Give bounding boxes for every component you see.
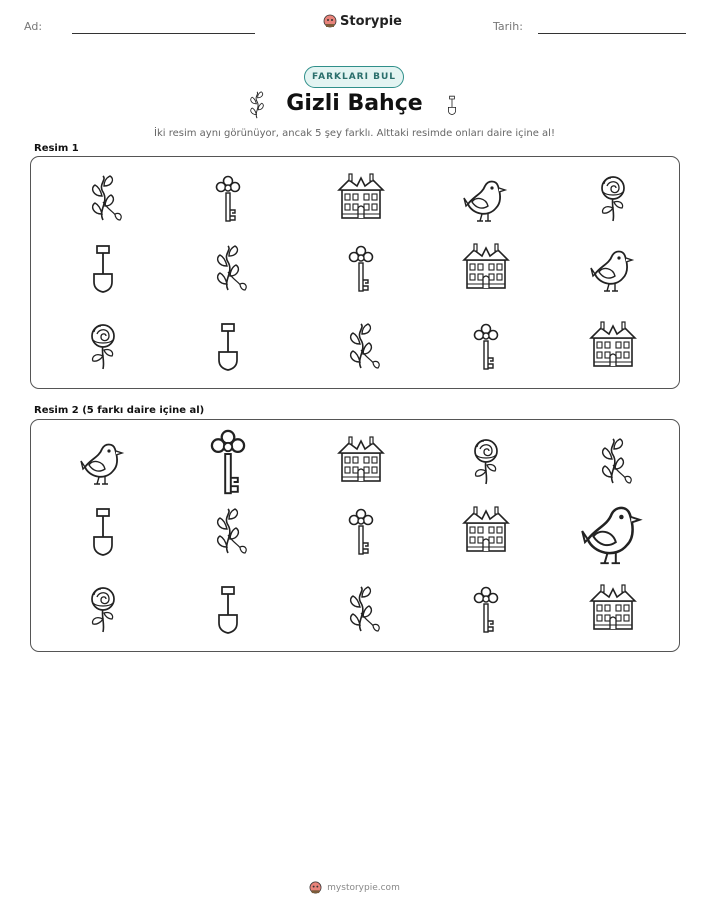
bird-icon bbox=[578, 496, 648, 566]
picture-item[interactable] bbox=[461, 584, 511, 634]
picture-item[interactable] bbox=[588, 321, 638, 371]
vine-icon bbox=[588, 436, 638, 486]
shovel-icon bbox=[78, 506, 128, 556]
picture-item[interactable] bbox=[203, 506, 253, 556]
house-icon bbox=[461, 243, 511, 293]
key-icon bbox=[193, 426, 263, 496]
footer bbox=[0, 880, 709, 895]
shovel-icon bbox=[203, 584, 253, 634]
picture-item[interactable] bbox=[461, 506, 511, 556]
house-icon bbox=[588, 584, 638, 634]
key-icon bbox=[461, 321, 511, 371]
shovel-icon bbox=[78, 243, 128, 293]
house-icon bbox=[461, 506, 511, 556]
brand-name: Storypie bbox=[340, 13, 402, 29]
picture-item[interactable] bbox=[78, 243, 128, 293]
key-icon bbox=[336, 506, 386, 556]
shovel-icon bbox=[203, 321, 253, 371]
name-label: Ad: bbox=[24, 20, 43, 33]
picture-item[interactable] bbox=[193, 426, 263, 496]
bird-icon bbox=[588, 243, 638, 293]
footer-url[interactable]: mystorypie.com bbox=[327, 882, 400, 893]
picture-item[interactable] bbox=[78, 173, 128, 223]
picture-item[interactable] bbox=[578, 496, 648, 566]
picture-item[interactable] bbox=[203, 173, 253, 223]
picture-item[interactable] bbox=[588, 436, 638, 486]
brand-logo bbox=[323, 13, 402, 29]
picture-item[interactable] bbox=[336, 243, 386, 293]
key-icon bbox=[336, 243, 386, 293]
picture-item[interactable] bbox=[78, 436, 128, 486]
name-field-line[interactable] bbox=[72, 33, 255, 34]
picture-item[interactable] bbox=[461, 173, 511, 223]
picture-item[interactable] bbox=[203, 243, 253, 293]
picture-item[interactable] bbox=[336, 506, 386, 556]
picture-item[interactable] bbox=[461, 243, 511, 293]
picture-item[interactable] bbox=[336, 436, 386, 486]
instructions: İki resim aynı görünüyor, ancak 5 şey farklı. Alttaki resimde onları daire içine al! bbox=[154, 128, 555, 139]
bird-icon bbox=[78, 436, 128, 486]
house-icon bbox=[588, 321, 638, 371]
picture-item[interactable] bbox=[461, 321, 511, 371]
key-icon bbox=[461, 584, 511, 634]
picture-2-panel bbox=[30, 419, 680, 652]
picture-item[interactable] bbox=[336, 321, 386, 371]
vine-icon bbox=[203, 243, 253, 293]
picture-item[interactable] bbox=[203, 321, 253, 371]
picture-item[interactable] bbox=[588, 173, 638, 223]
section-2-label: Resim 2 (5 farkı daire içine al) bbox=[34, 405, 205, 416]
rose-icon bbox=[78, 584, 128, 634]
picture-item[interactable] bbox=[588, 243, 638, 293]
shovel-icon bbox=[444, 90, 460, 120]
vine-icon bbox=[336, 584, 386, 634]
date-field-line[interactable] bbox=[538, 33, 686, 34]
vine-icon bbox=[336, 321, 386, 371]
storypie-mascot-icon bbox=[309, 880, 322, 895]
page-title: Gizli Bahçe bbox=[286, 91, 423, 116]
bird-icon bbox=[461, 173, 511, 223]
picture-1-panel bbox=[30, 156, 680, 389]
date-label: Tarih: bbox=[493, 20, 523, 33]
vine-icon bbox=[78, 173, 128, 223]
picture-item[interactable] bbox=[588, 584, 638, 634]
activity-badge: FARKLARI BUL bbox=[304, 66, 404, 88]
picture-item[interactable] bbox=[461, 436, 511, 486]
rose-icon bbox=[588, 173, 638, 223]
picture-item[interactable] bbox=[336, 584, 386, 634]
key-icon bbox=[203, 173, 253, 223]
house-icon bbox=[336, 173, 386, 223]
picture-item[interactable] bbox=[78, 584, 128, 634]
house-icon bbox=[336, 436, 386, 486]
section-1-label: Resim 1 bbox=[34, 143, 79, 154]
rose-icon bbox=[461, 436, 511, 486]
picture-item[interactable] bbox=[78, 506, 128, 556]
rose-icon bbox=[78, 321, 128, 371]
picture-item[interactable] bbox=[203, 584, 253, 634]
picture-item[interactable] bbox=[78, 321, 128, 371]
picture-item[interactable] bbox=[336, 173, 386, 223]
storypie-mascot-icon bbox=[323, 13, 337, 29]
vine-icon bbox=[203, 506, 253, 556]
